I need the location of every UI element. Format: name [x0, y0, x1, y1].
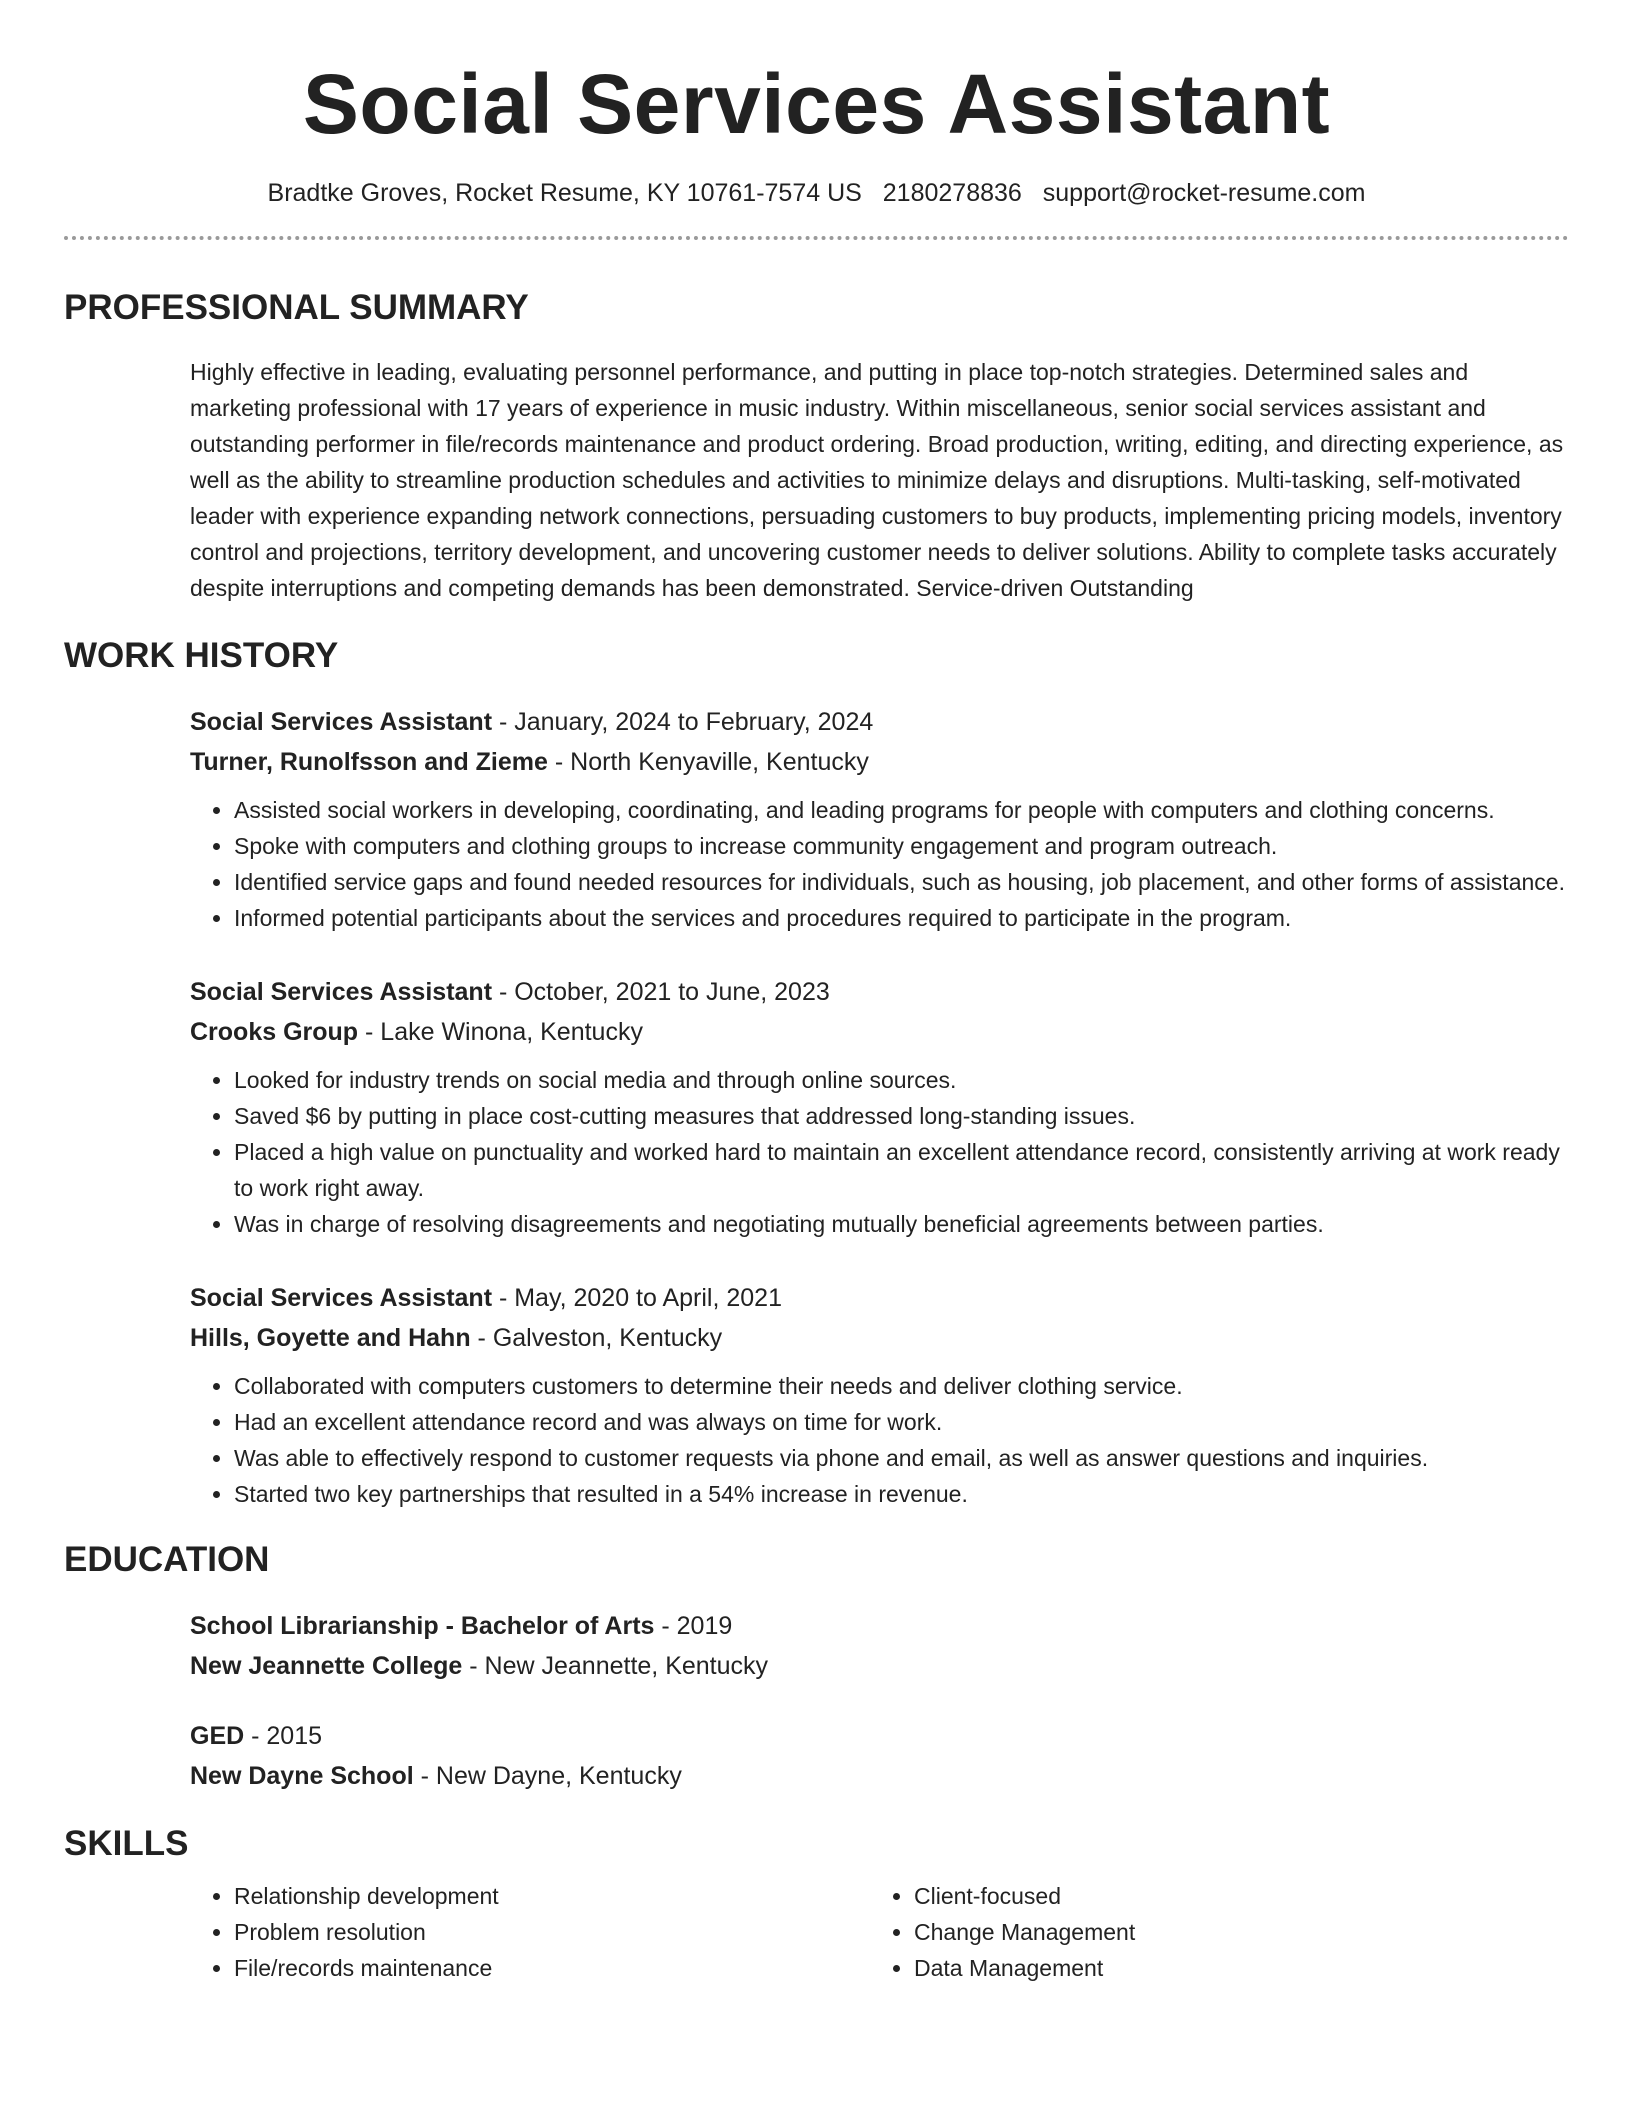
job-role-line: [190, 1278, 1569, 1318]
job-bullet: • Started two key partnerships that resulted in a 54% increase in revenue.: [234, 1476, 1569, 1512]
job-bullets: [190, 792, 1569, 936]
skill-item: • Relationship development: [234, 1878, 870, 1914]
job-company-line: [190, 1318, 1569, 1358]
education-school: New Dayne School: [190, 1762, 414, 1790]
education-section: [190, 1606, 1569, 1796]
job-entry: [190, 702, 1569, 936]
education-degree: School Librarianship - Bachelor of Arts: [190, 1612, 655, 1640]
skill-item: • Client-focused: [914, 1878, 1550, 1914]
education-degree-line: [190, 1606, 1569, 1646]
job-dates: - January, 2024 to February, 2024: [492, 708, 874, 736]
job-bullet: • Had an excellent attendance record and was always on time for work.: [234, 1404, 1569, 1440]
job-bullet: • Assisted social workers in developing, coordinating, and leading programs for people with computers and clothing concerns.: [234, 792, 1569, 828]
job-location: - Lake Winona, Kentucky: [358, 1018, 643, 1046]
job-bullets: [190, 1368, 1569, 1512]
job-role: Social Services Assistant: [190, 978, 493, 1006]
header-divider: [64, 236, 1569, 240]
education-school-line: [190, 1756, 1569, 1796]
job-company-line: [190, 1012, 1569, 1052]
job-bullet: • Identified service gaps and found needed resources for individuals, such as housing, job placement, and other forms of assistance.: [234, 864, 1569, 900]
summary-section: [190, 354, 1569, 606]
section-title-work: WORK HISTORY: [64, 636, 339, 675]
summary-text: Highly effective in leading, evaluating personnel performance, and putting in place top-notch strategies. Determined sales and marketing professional with 17 years of experience in music industry. Within miscellaneous, senior social services assistant and outstanding performer in file/records maintenance and product ordering. Broad production, writing, editing, and directing experience, as well as the ability to streamline production schedules and activities to minimize delays and disruptions. Multi-tasking, self-motivated leader with experience expanding network connections, persuading customers to buy products, implementing pricing models, inventory control and projections, territory development, and uncovering customer needs to deliver solutions. Ability to complete tasks accurately despite interruptions and competing demands has been demonstrated. Service-driven Outstanding: [190, 359, 1564, 601]
job-bullet: • Looked for industry trends on social media and through online sources.: [234, 1062, 1569, 1098]
education-entry: [190, 1606, 1569, 1686]
education-location: - New Jeannette, Kentucky: [462, 1652, 769, 1680]
job-bullet: • Was in charge of resolving disagreements and negotiating mutually beneficial agreements between parties.: [234, 1206, 1569, 1242]
skills-grid: [190, 1878, 1569, 1986]
skill-item: • Change Management: [914, 1914, 1550, 1950]
job-company: Hills, Goyette and Hahn: [190, 1324, 471, 1352]
contact-line: [64, 176, 1569, 210]
job-company-line: [190, 742, 1569, 782]
job-company: Crooks Group: [190, 1018, 359, 1046]
contact-address: Bradtke Groves, Rocket Resume, KY 10761-7574 US: [267, 179, 862, 207]
job-location: - Galveston, Kentucky: [470, 1324, 723, 1352]
education-school: New Jeannette College: [190, 1652, 463, 1680]
job-bullet: • Spoke with computers and clothing groups to increase community engagement and program outreach.: [234, 828, 1569, 864]
job-bullet: • Collaborated with computers customers to determine their needs and deliver clothing service.: [234, 1368, 1569, 1404]
skill-item: • Problem resolution: [234, 1914, 870, 1950]
skill-item: • Data Management: [914, 1950, 1550, 1986]
job-bullet: • Informed potential participants about the services and procedures required to participate in the program.: [234, 900, 1569, 936]
section-title-education: EDUCATION: [64, 1540, 270, 1579]
skills-column-left: [190, 1878, 870, 1986]
skills-column-right: [870, 1878, 1550, 1986]
job-dates: - October, 2021 to June, 2023: [492, 978, 830, 1006]
job-role: Social Services Assistant: [190, 1284, 493, 1312]
job-role-line: [190, 702, 1569, 742]
contact-email: support@rocket-resume.com: [1042, 179, 1366, 207]
job-entry: [190, 1278, 1569, 1512]
resume-title: Social Services Assistant: [302, 57, 1331, 151]
job-bullet: • Placed a high value on punctuality and worked hard to maintain an excellent attendance record, consistently arriving at work ready to work right away.: [234, 1134, 1569, 1206]
job-role: Social Services Assistant: [190, 708, 493, 736]
education-school-line: [190, 1646, 1569, 1686]
skills-section: [190, 1878, 1569, 1986]
skill-item: • File/records maintenance: [234, 1950, 870, 1986]
contact-phone: 2180278836: [882, 179, 1022, 207]
education-degree: GED: [190, 1722, 245, 1750]
education-year: - 2015: [244, 1722, 323, 1750]
resume-page: [64, 0, 1569, 1986]
job-bullet: • Saved $6 by putting in place cost-cutting measures that addressed long-standing issues.: [234, 1098, 1569, 1134]
job-bullets: [190, 1062, 1569, 1242]
education-year: - 2019: [654, 1612, 733, 1640]
education-degree-line: [190, 1716, 1569, 1756]
work-section: [190, 702, 1569, 1512]
section-title-summary: PROFESSIONAL SUMMARY: [64, 288, 529, 327]
section-title-skills: SKILLS: [64, 1824, 189, 1863]
job-bullet: • Was able to effectively respond to customer requests via phone and email, as well as answer questions and inquiries.: [234, 1440, 1569, 1476]
job-dates: - May, 2020 to April, 2021: [492, 1284, 782, 1312]
education-entry: [190, 1716, 1569, 1796]
job-role-line: [190, 972, 1569, 1012]
education-location: - New Dayne, Kentucky: [413, 1762, 682, 1790]
job-company: Turner, Runolfsson and Zieme: [190, 748, 548, 776]
job-entry: [190, 972, 1569, 1242]
job-location: - North Kenyaville, Kentucky: [547, 748, 869, 776]
